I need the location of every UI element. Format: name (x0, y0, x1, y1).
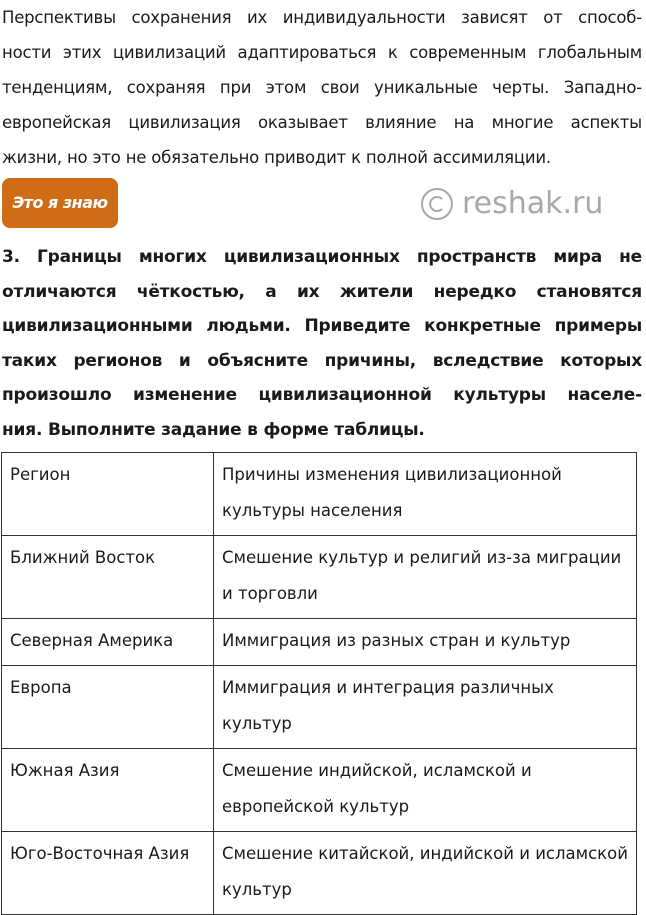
answer-table (1, 452, 637, 915)
question-line: 3. Границы многих цивилизационных пространств мира не (2, 247, 642, 267)
region-cell: Южная Азия (2, 749, 214, 832)
question-line: таких регионов и объясните причины, вследствие которых (2, 350, 642, 371)
region-cell: Европа (2, 666, 214, 749)
table-row (2, 666, 637, 749)
region-cell: Юго-Восточная Азия (2, 832, 214, 915)
header-region: Регион (2, 453, 214, 536)
question-line: произошло изменение цивилизационной культуры населе- (2, 385, 642, 406)
reason-cell: Смешение культур и религий из-за миграции и торговли (214, 536, 637, 619)
text-line: ности этих цивилизаций адаптироваться к современным глобальным (2, 43, 642, 62)
question-3 (2, 240, 642, 448)
table-row (2, 832, 637, 915)
question-line: отличаются чёткостью, а их жители нередко становятся (2, 281, 642, 302)
reason-cell: Смешение индийской, исламской и европейской культур (214, 749, 637, 832)
eto-ya-znayu-badge: Это я знаю (2, 178, 118, 228)
watermark-group (420, 182, 603, 226)
reason-cell: Смешение китайской, индийской и исламской культур (214, 832, 637, 915)
text-line: Перспективы сохранения их индивидуальности зависят от способ- (2, 8, 642, 27)
watermark: reshak.ru (462, 186, 604, 221)
table-row (2, 536, 637, 619)
text-line: европейская цивилизация оказывает влияние на многие аспекты (2, 113, 642, 132)
header-reasons: Причины изменения цивилизационной культуры населения (214, 453, 637, 536)
copyright-icon (420, 187, 454, 221)
reason-cell: Иммиграция из разных стран и культур (214, 619, 637, 666)
table-header-row (2, 453, 637, 536)
region-cell: Ближний Восток (2, 536, 214, 619)
table-row (2, 619, 637, 666)
text-line: жизни, но это не обязательно приводит к полной ассимиляции. (2, 148, 551, 167)
question-line: цивилизационными людьми. Приведите конкретные примеры (2, 316, 642, 337)
text-line: тенденциям, сохраняя при этом свои уникальные черты. Западно- (2, 78, 642, 97)
table-row (2, 749, 637, 832)
question-line: ния. Выполните задание в форме таблицы. (2, 419, 425, 440)
reason-cell: Иммиграция и интеграция различных культур (214, 666, 637, 749)
intro-paragraph (2, 0, 642, 175)
region-cell: Северная Америка (2, 619, 214, 666)
